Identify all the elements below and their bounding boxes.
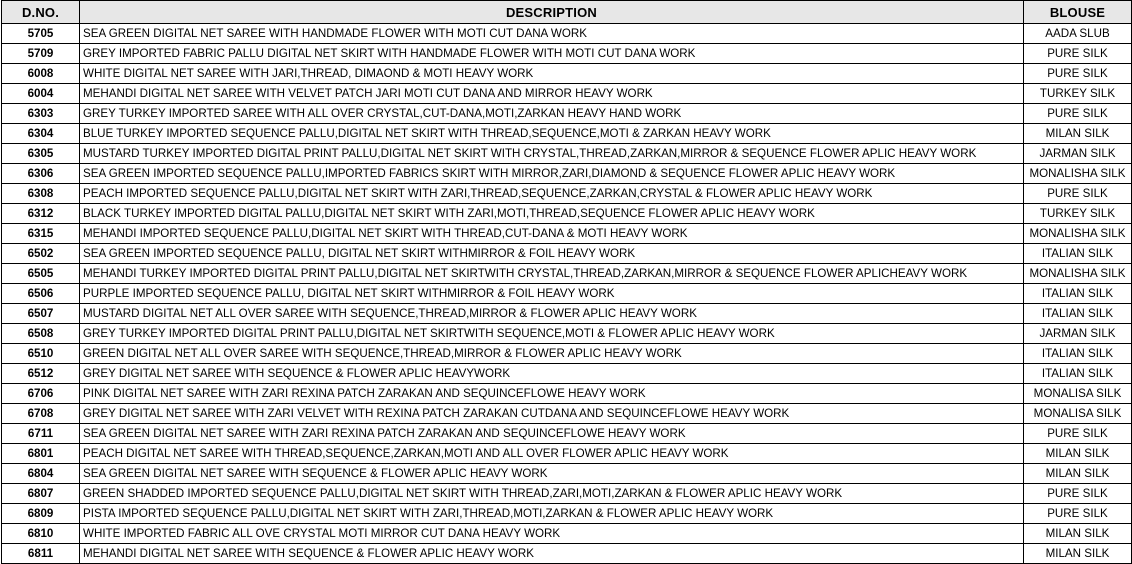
cell-description: WHITE DIGITAL NET SAREE WITH JARI,THREAD, DIMAOND & MOTI HEAVY WORK bbox=[80, 64, 1024, 84]
cell-dno: 6507 bbox=[2, 304, 80, 324]
cell-dno: 6510 bbox=[2, 344, 80, 364]
table-row bbox=[2, 324, 1132, 344]
table-body bbox=[2, 24, 1132, 564]
cell-dno: 6303 bbox=[2, 104, 80, 124]
cell-dno: 5705 bbox=[2, 24, 80, 44]
cell-description: WHITE IMPORTED FABRIC ALL OVE CRYSTAL MOTI MIRROR CUT DANA HEAVY WORK bbox=[80, 524, 1024, 544]
table-row bbox=[2, 284, 1132, 304]
cell-dno: 6809 bbox=[2, 504, 80, 524]
cell-blouse: PURE SILK bbox=[1024, 424, 1132, 444]
table-row bbox=[2, 244, 1132, 264]
table-row bbox=[2, 384, 1132, 404]
table-row bbox=[2, 144, 1132, 164]
table-row bbox=[2, 44, 1132, 64]
cell-description: SEA GREEN IMPORTED SEQUENCE PALLU,IMPORTED FABRICS SKIRT WITH MIRROR,ZARI,DIAMOND & SEQUENCE FLOWER APLIC HEAVY WORK bbox=[80, 164, 1024, 184]
cell-blouse: MONALISA SILK bbox=[1024, 404, 1132, 424]
cell-blouse: MILAN SILK bbox=[1024, 464, 1132, 484]
cell-description: SEA GREEN IMPORTED SEQUENCE PALLU, DIGITAL NET SKIRT WITHMIRROR & FOIL HEAVY WORK bbox=[80, 244, 1024, 264]
cell-blouse: ITALIAN SILK bbox=[1024, 344, 1132, 364]
cell-blouse: PURE SILK bbox=[1024, 104, 1132, 124]
cell-blouse: MONALISA SILK bbox=[1024, 384, 1132, 404]
cell-dno: 6502 bbox=[2, 244, 80, 264]
cell-dno: 6505 bbox=[2, 264, 80, 284]
cell-dno: 5709 bbox=[2, 44, 80, 64]
cell-blouse: ITALIAN SILK bbox=[1024, 364, 1132, 384]
cell-description: GREY DIGITAL NET SAREE WITH SEQUENCE & FLOWER APLIC HEAVYWORK bbox=[80, 364, 1024, 384]
table-row bbox=[2, 204, 1132, 224]
table-row bbox=[2, 104, 1132, 124]
cell-blouse: JARMAN SILK bbox=[1024, 144, 1132, 164]
cell-dno: 6801 bbox=[2, 444, 80, 464]
table-row bbox=[2, 404, 1132, 424]
cell-description: MEHANDI TURKEY IMPORTED DIGITAL PRINT PALLU,DIGITAL NET SKIRTWITH CRYSTAL,THREAD,ZARKAN,MIRROR & SEQUENCE FLOWER APLICHEAVY WORK bbox=[80, 264, 1024, 284]
table-row bbox=[2, 484, 1132, 504]
table-row bbox=[2, 24, 1132, 44]
cell-dno: 6512 bbox=[2, 364, 80, 384]
cell-blouse: PURE SILK bbox=[1024, 184, 1132, 204]
table-row bbox=[2, 84, 1132, 104]
cell-dno: 6305 bbox=[2, 144, 80, 164]
header-row bbox=[2, 1, 1132, 24]
cell-description: MUSTARD TURKEY IMPORTED DIGITAL PRINT PALLU,DIGITAL NET SKIRT WITH CRYSTAL,THREAD,ZARKAN,MIRROR & SEQUENCE FLOWER APLIC HEAVY WORK bbox=[80, 144, 1024, 164]
table-row bbox=[2, 164, 1132, 184]
cell-description: SEA GREEN DIGITAL NET SAREE WITH HANDMADE FLOWER WITH MOTI CUT DANA WORK bbox=[80, 24, 1024, 44]
cell-blouse: TURKEY SILK bbox=[1024, 204, 1132, 224]
cell-dno: 6711 bbox=[2, 424, 80, 444]
cell-dno: 6508 bbox=[2, 324, 80, 344]
header-blouse: BLOUSE bbox=[1024, 1, 1132, 24]
design-table bbox=[1, 0, 1132, 564]
cell-dno: 6706 bbox=[2, 384, 80, 404]
cell-dno: 6004 bbox=[2, 84, 80, 104]
cell-description: MUSTARD DIGITAL NET ALL OVER SAREE WITH SEQUENCE,THREAD,MIRROR & FLOWER APLIC HEAVY WORK bbox=[80, 304, 1024, 324]
cell-blouse: PURE SILK bbox=[1024, 504, 1132, 524]
cell-description: GREY DIGITAL NET SAREE WITH ZARI VELVET WITH REXINA PATCH ZARAKAN CUTDANA AND SEQUINCEFLOWE HEAVY WORK bbox=[80, 404, 1024, 424]
cell-description: PINK DIGITAL NET SAREE WITH ZARI REXINA PATCH ZARAKAN AND SEQUINCEFLOWE HEAVY WORK bbox=[80, 384, 1024, 404]
table-row bbox=[2, 424, 1132, 444]
cell-blouse: PURE SILK bbox=[1024, 64, 1132, 84]
cell-dno: 6312 bbox=[2, 204, 80, 224]
cell-blouse: MONALISHA SILK bbox=[1024, 164, 1132, 184]
cell-blouse: PURE SILK bbox=[1024, 484, 1132, 504]
cell-blouse: TURKEY SILK bbox=[1024, 84, 1132, 104]
cell-blouse: MONALISHA SILK bbox=[1024, 264, 1132, 284]
table-row bbox=[2, 304, 1132, 324]
cell-blouse: MILAN SILK bbox=[1024, 124, 1132, 144]
table-row bbox=[2, 444, 1132, 464]
cell-description: GREY TURKEY IMPORTED SAREE WITH ALL OVER CRYSTAL,CUT-DANA,MOTI,ZARKAN HEAVY HAND WORK bbox=[80, 104, 1024, 124]
table-header bbox=[2, 1, 1132, 24]
cell-dno: 6811 bbox=[2, 544, 80, 564]
table-row bbox=[2, 224, 1132, 244]
cell-blouse: ITALIAN SILK bbox=[1024, 284, 1132, 304]
cell-dno: 6810 bbox=[2, 524, 80, 544]
cell-description: BLUE TURKEY IMPORTED SEQUENCE PALLU,DIGITAL NET SKIRT WITH THREAD,SEQUENCE,MOTI & ZARKAN HEAVY WORK bbox=[80, 124, 1024, 144]
cell-description: PEACH DIGITAL NET SAREE WITH THREAD,SEQUENCE,ZARKAN,MOTI AND ALL OVER FLOWER APLIC HEAVY WORK bbox=[80, 444, 1024, 464]
table-row bbox=[2, 124, 1132, 144]
table-row bbox=[2, 504, 1132, 524]
cell-description: PISTA IMPORTED SEQUENCE PALLU,DIGITAL NET SKIRT WITH ZARI,THREAD,MOTI,ZARKAN & FLOWER APLIC HEAVY WORK bbox=[80, 504, 1024, 524]
cell-dno: 6008 bbox=[2, 64, 80, 84]
cell-description: PURPLE IMPORTED SEQUENCE PALLU, DIGITAL NET SKIRT WITHMIRROR & FOIL HEAVY WORK bbox=[80, 284, 1024, 304]
table-row bbox=[2, 64, 1132, 84]
cell-blouse: AADA SLUB bbox=[1024, 24, 1132, 44]
cell-blouse: MILAN SILK bbox=[1024, 444, 1132, 464]
table-row bbox=[2, 264, 1132, 284]
cell-blouse: PURE SILK bbox=[1024, 44, 1132, 64]
table-row bbox=[2, 364, 1132, 384]
cell-blouse: JARMAN SILK bbox=[1024, 324, 1132, 344]
header-description: DESCRIPTION bbox=[80, 1, 1024, 24]
cell-dno: 6506 bbox=[2, 284, 80, 304]
cell-dno: 6306 bbox=[2, 164, 80, 184]
cell-blouse: ITALIAN SILK bbox=[1024, 244, 1132, 264]
cell-description: MEHANDI IMPORTED SEQUENCE PALLU,DIGITAL NET SKIRT WITH THREAD,CUT-DANA & MOTI HEAVY WORK bbox=[80, 224, 1024, 244]
cell-description: GREEN DIGITAL NET ALL OVER SAREE WITH SEQUENCE,THREAD,MIRROR & FLOWER APLIC HEAVY WORK bbox=[80, 344, 1024, 364]
cell-description: BLACK TURKEY IMPORTED DIGITAL PALLU,DIGITAL NET SKIRT WITH ZARI,MOTI,THREAD,SEQUENCE FLOWER APLIC HEAVY WORK bbox=[80, 204, 1024, 224]
cell-description: PEACH IMPORTED SEQUENCE PALLU,DIGITAL NET SKIRT WITH ZARI,THREAD,SEQUENCE,ZARKAN,CRYSTAL & FLOWER APLIC HEAVY WORK bbox=[80, 184, 1024, 204]
table-row bbox=[2, 184, 1132, 204]
cell-description: SEA GREEN DIGITAL NET SAREE WITH SEQUENCE & FLOWER APLIC HEAVY WORK bbox=[80, 464, 1024, 484]
cell-description: GREY TURKEY IMPORTED DIGITAL PRINT PALLU,DIGITAL NET SKIRTWITH SEQUENCE,MOTI & FLOWER APLIC HEAVY WORK bbox=[80, 324, 1024, 344]
cell-blouse: ITALIAN SILK bbox=[1024, 304, 1132, 324]
cell-dno: 6807 bbox=[2, 484, 80, 504]
table-row bbox=[2, 544, 1132, 564]
header-dno: D.NO. bbox=[2, 1, 80, 24]
cell-description: GREEN SHADDED IMPORTED SEQUENCE PALLU,DIGITAL NET SKIRT WITH THREAD,ZARI,MOTI,ZARKAN & FLOWER APLIC HEAVY WORK bbox=[80, 484, 1024, 504]
cell-dno: 6304 bbox=[2, 124, 80, 144]
cell-description: SEA GREEN DIGITAL NET SAREE WITH ZARI REXINA PATCH ZARAKAN AND SEQUINCEFLOWE HEAVY WORK bbox=[80, 424, 1024, 444]
table-row bbox=[2, 464, 1132, 484]
cell-description: MEHANDI DIGITAL NET SAREE WITH SEQUENCE & FLOWER APLIC HEAVY WORK bbox=[80, 544, 1024, 564]
cell-blouse: MILAN SILK bbox=[1024, 544, 1132, 564]
table-row bbox=[2, 524, 1132, 544]
cell-dno: 6708 bbox=[2, 404, 80, 424]
table-row bbox=[2, 344, 1132, 364]
cell-blouse: MONALISHA SILK bbox=[1024, 224, 1132, 244]
cell-dno: 6315 bbox=[2, 224, 80, 244]
cell-blouse: MILAN SILK bbox=[1024, 524, 1132, 544]
cell-description: MEHANDI DIGITAL NET SAREE WITH VELVET PATCH JARI MOTI CUT DANA AND MIRROR HEAVY WORK bbox=[80, 84, 1024, 104]
cell-description: GREY IMPORTED FABRIC PALLU DIGITAL NET SKIRT WITH HANDMADE FLOWER WITH MOTI CUT DANA WORK bbox=[80, 44, 1024, 64]
cell-dno: 6804 bbox=[2, 464, 80, 484]
cell-dno: 6308 bbox=[2, 184, 80, 204]
